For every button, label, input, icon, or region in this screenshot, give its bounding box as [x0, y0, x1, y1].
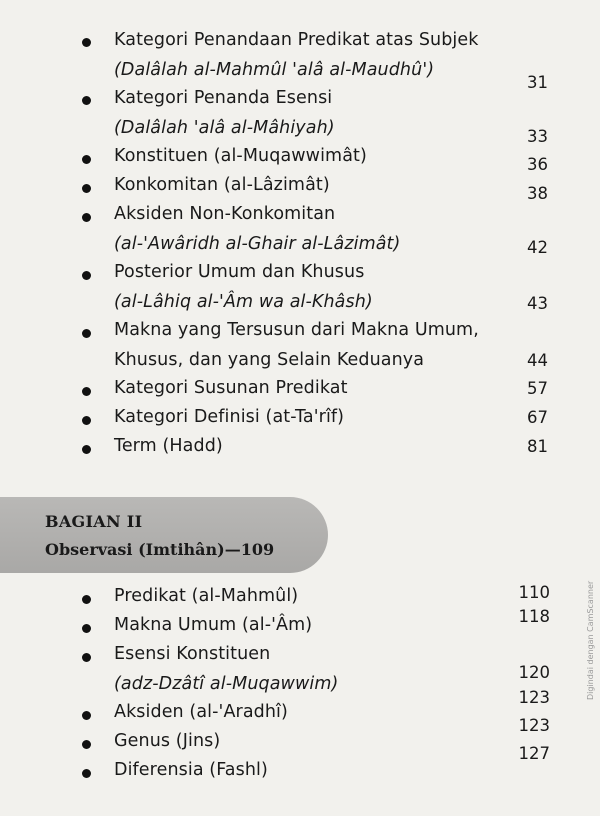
bullet [82, 416, 91, 425]
entry-line: Esensi Konstituen [114, 644, 271, 664]
entry-line: Khusus, dan yang Selain Keduanya [114, 350, 425, 370]
bullet [82, 595, 91, 604]
scanner-watermark: Digindai dengan CamScanner [586, 580, 595, 700]
page-number: 33 [527, 127, 548, 146]
bullet [82, 213, 91, 222]
section-title: Observasi (Imtihân)—109 [45, 540, 275, 559]
entry-line: Genus (Jins) [114, 731, 221, 751]
entry-line: Konstituen (al-Muqawwimât) [114, 146, 367, 166]
entry-line: Aksiden (al-'Aradhî) [114, 702, 288, 722]
bullet [82, 769, 91, 778]
page-number: 123 [518, 688, 550, 707]
bullet [82, 329, 91, 338]
bullet [82, 271, 91, 280]
bullet [82, 653, 91, 662]
page-number: 110 [518, 583, 550, 602]
bullet [82, 184, 91, 193]
bullet [82, 445, 91, 454]
entry-line: Konkomitan (al-Lâzimât) [114, 175, 330, 195]
entry-line: Kategori Susunan Predikat [114, 378, 348, 398]
bullet [82, 740, 91, 749]
page-number: 42 [527, 238, 548, 257]
entry-line: Posterior Umum dan Khusus [114, 262, 365, 282]
page-number: 44 [527, 351, 548, 370]
page-number: 36 [527, 155, 548, 174]
entry-line: (Dalâlah 'alâ al-Mâhiyah) [114, 118, 335, 138]
bullet [82, 38, 91, 47]
bullet [82, 624, 91, 633]
page-number: 81 [527, 437, 548, 456]
entry-line: Makna Umum (al-'Âm) [114, 615, 313, 635]
page-number: 38 [527, 184, 548, 203]
entry-line: Aksiden Non-Konkomitan [114, 204, 336, 224]
page-number: 118 [518, 607, 550, 626]
page-number: 57 [527, 379, 548, 398]
bullet [82, 387, 91, 396]
entry-line: Makna yang Tersusun dari Makna Umum, [114, 320, 479, 340]
page-number: 31 [527, 73, 548, 92]
page-number: 127 [518, 744, 550, 763]
page-number: 43 [527, 294, 548, 313]
entry-line: (al-Lâhiq al-'Âm wa al-Khâsh) [114, 292, 373, 312]
section-banner [0, 497, 328, 573]
entry-line: Diferensia (Fashl) [114, 760, 268, 780]
bullet [82, 711, 91, 720]
entry-line: Kategori Penanda Esensi [114, 88, 333, 108]
entry-line: Kategori Definisi (at-Ta'rîf) [114, 407, 345, 427]
entry-line: Predikat (al-Mahmûl) [114, 586, 299, 606]
entry-line: Term (Hadd) [114, 436, 223, 456]
page-number: 67 [527, 408, 548, 427]
page-number: 123 [518, 716, 550, 735]
entry-line: (Dalâlah al-Mahmûl 'alâ al-Maudhû') [114, 60, 435, 80]
entry-line: Kategori Penandaan Predikat atas Subjek [114, 30, 479, 50]
page-number: 120 [518, 663, 550, 682]
bullet [82, 96, 91, 105]
entry-line: (adz-Dzâtî al-Muqawwim) [114, 674, 339, 694]
bullet [82, 155, 91, 164]
section-label: BAGIAN II [45, 512, 143, 531]
entry-line: (al-'Awâridh al-Ghair al-Lâzimât) [114, 234, 401, 254]
